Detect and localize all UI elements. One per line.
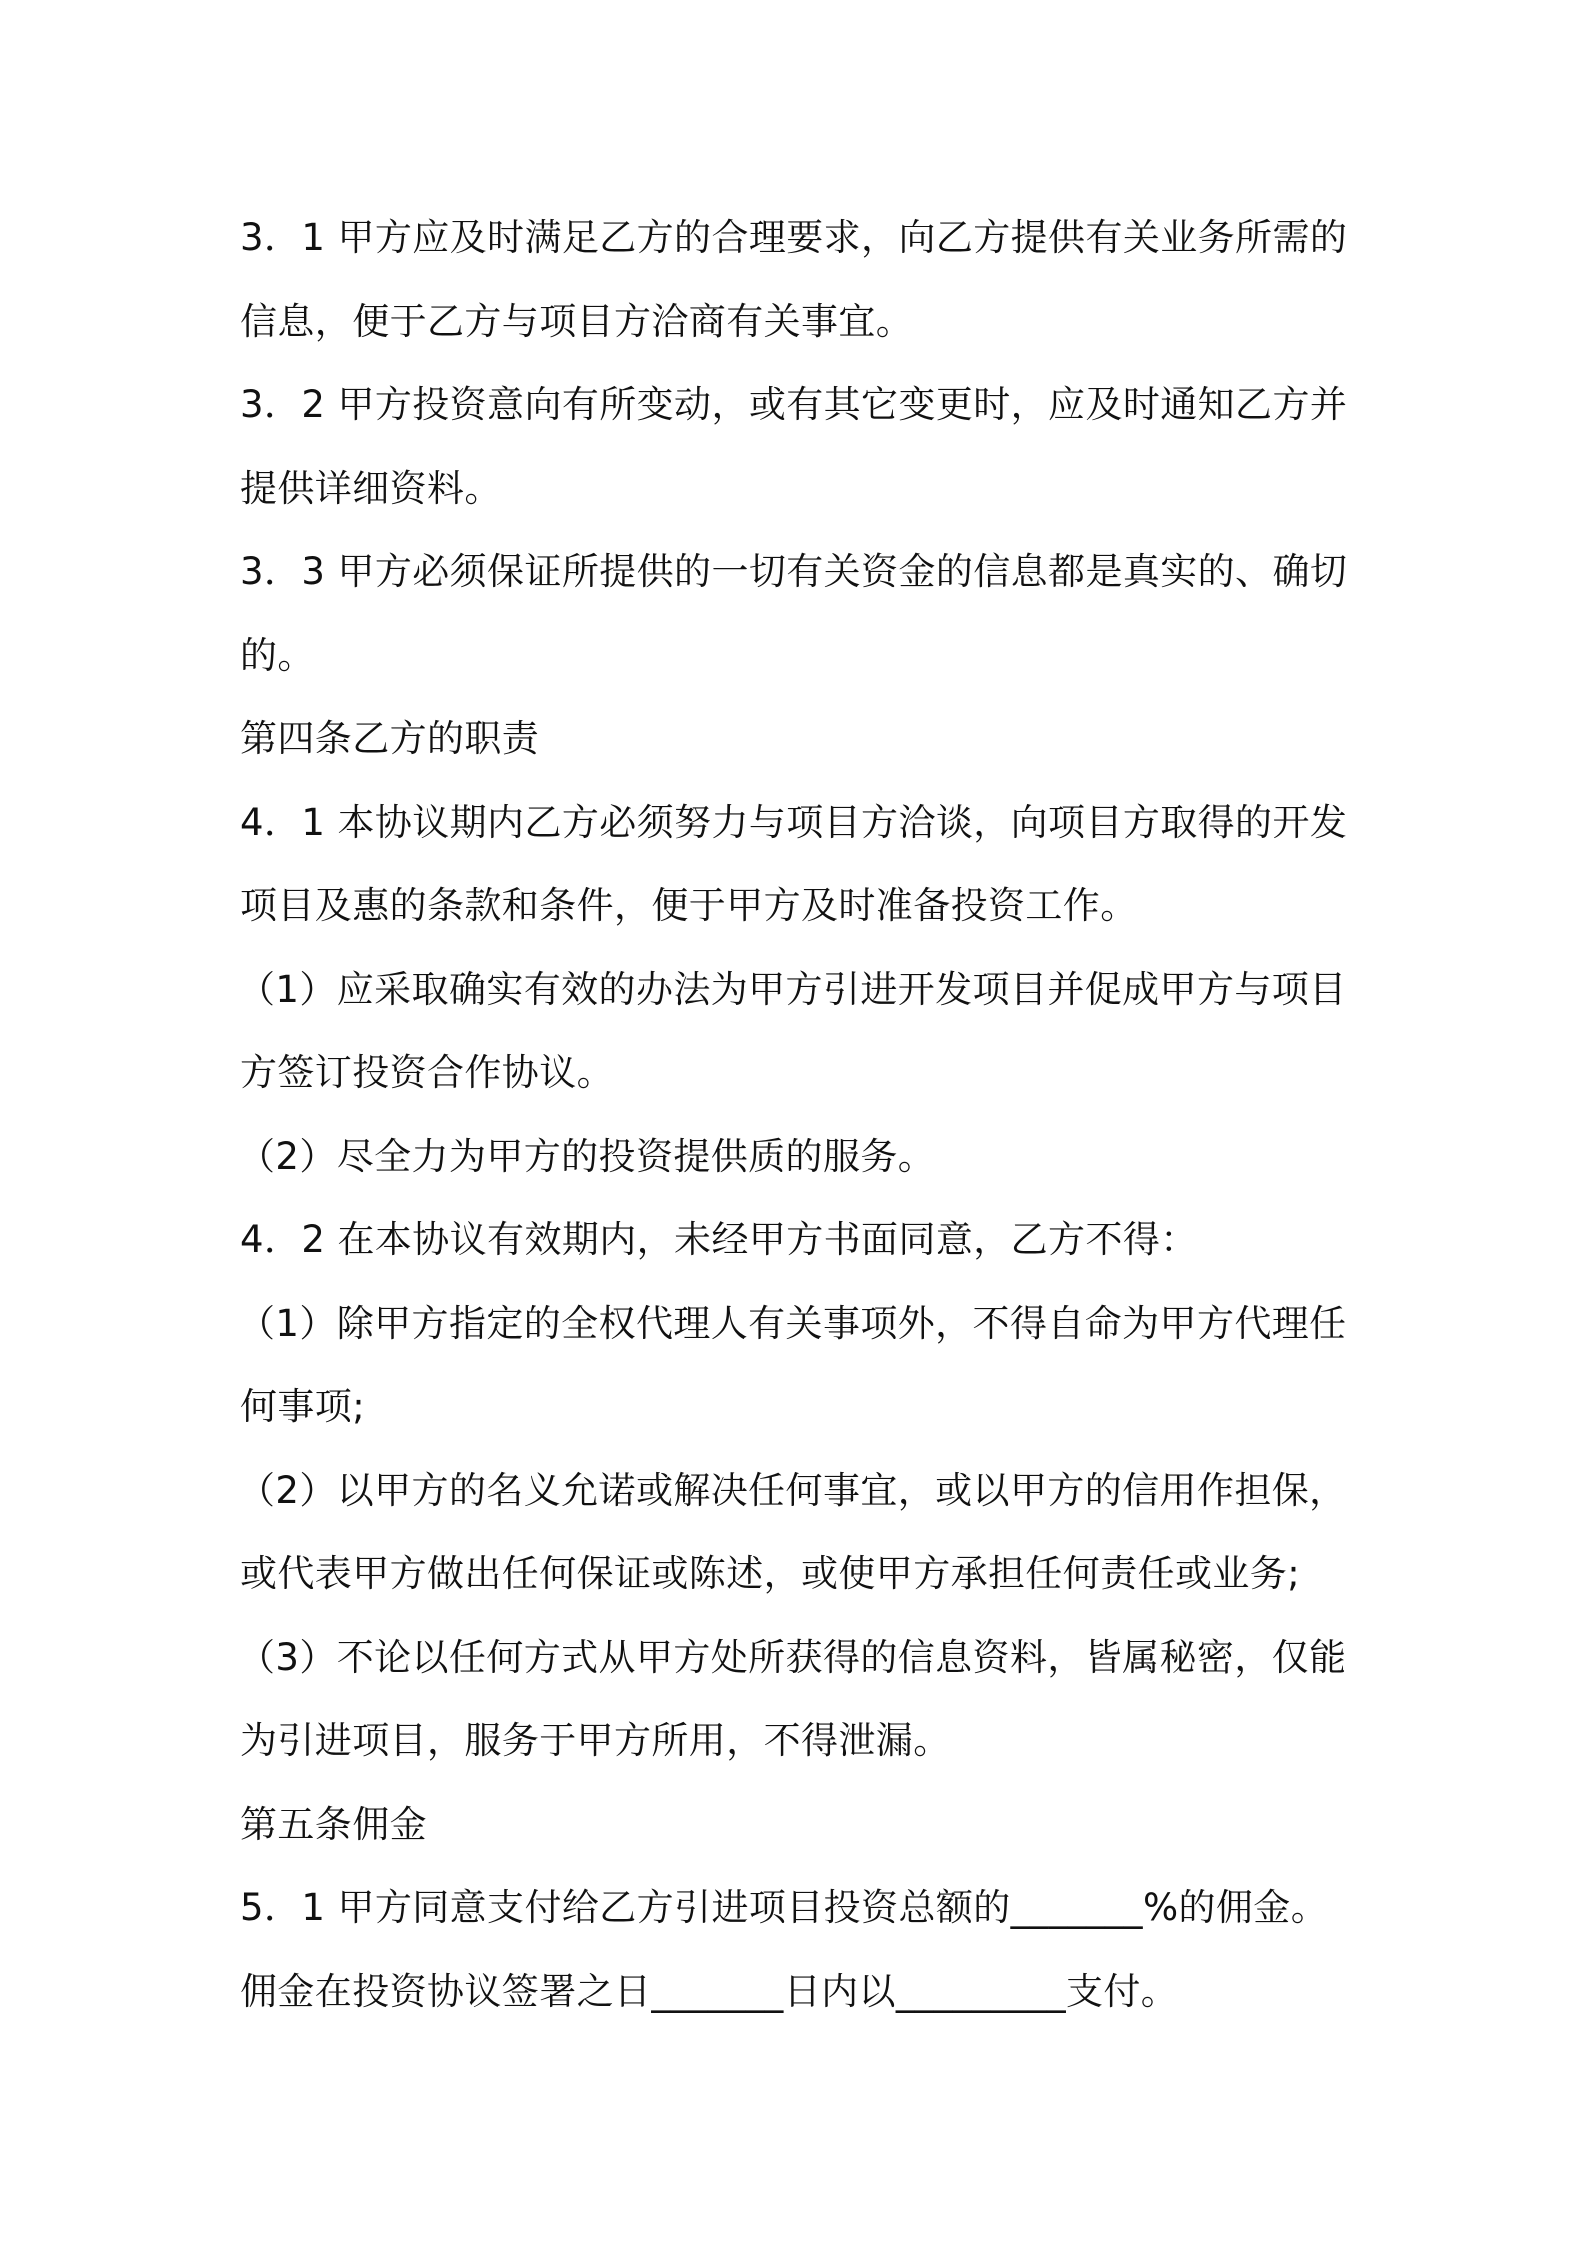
clause-4-1: 4．1 本协议期内乙方必须努力与项目方洽谈，向项目方取得的开发项目及惠的条款和条件，便于甲方及时准备投资工作。 [240,800,1348,927]
clause-4-2-item-3: （3）不论以任何方式从甲方处所获得的信息资料，皆属秘密，仅能为引进项目，服务于甲方所用，不得泄漏。 [238,1635,1347,1762]
clause-4-2: 4．2 在本协议有效期内，未经甲方书面同意，乙方不得： [240,1218,1198,1261]
document-body [240,196,1360,2033]
clause-4-1-item-1: （1）应采取确实有效的办法为甲方引进开发项目并促成甲方与项目方签订投资合作协议。 [238,967,1347,1094]
clause-4-1-item-2: （2）尽全力为甲方的投资提供质的服务。 [238,1134,936,1178]
clause-4-2-item-1: （1）除甲方指定的全权代理人有关事项外，不得自命为甲方代理任何事项; [238,1301,1347,1428]
clause-3-2: 3．2 甲方投资意向有所变动，或有其它变更时，应及时通知乙方并提供详细资料。 [240,383,1348,510]
article-5-heading: 第五条佣金 [240,1802,427,1846]
clause-3-1: 3．1 甲方应及时满足乙方的合理要求，向乙方提供有关业务所需的信息，便于乙方与项目方洽商有关事宜。 [240,216,1348,343]
clause-5-1: 5．1 甲方同意支付给乙方引进项目投资总额的_______%的佣金。佣金在投资协议签署之日_______日内以_________支付。 [240,1886,1329,2013]
article-4-heading: 第四条乙方的职责 [240,717,540,760]
clause-4-2-item-2: （2）以甲方的名义允诺或解决任何事宜，或以甲方的信用作担保，或代表甲方做出任何保证或陈述，或使甲方承担任何责任或业务; [238,1468,1347,1595]
clause-3-3: 3．3 甲方必须保证所提供的一切有关资金的信息都是真实的、确切的。 [240,550,1348,677]
